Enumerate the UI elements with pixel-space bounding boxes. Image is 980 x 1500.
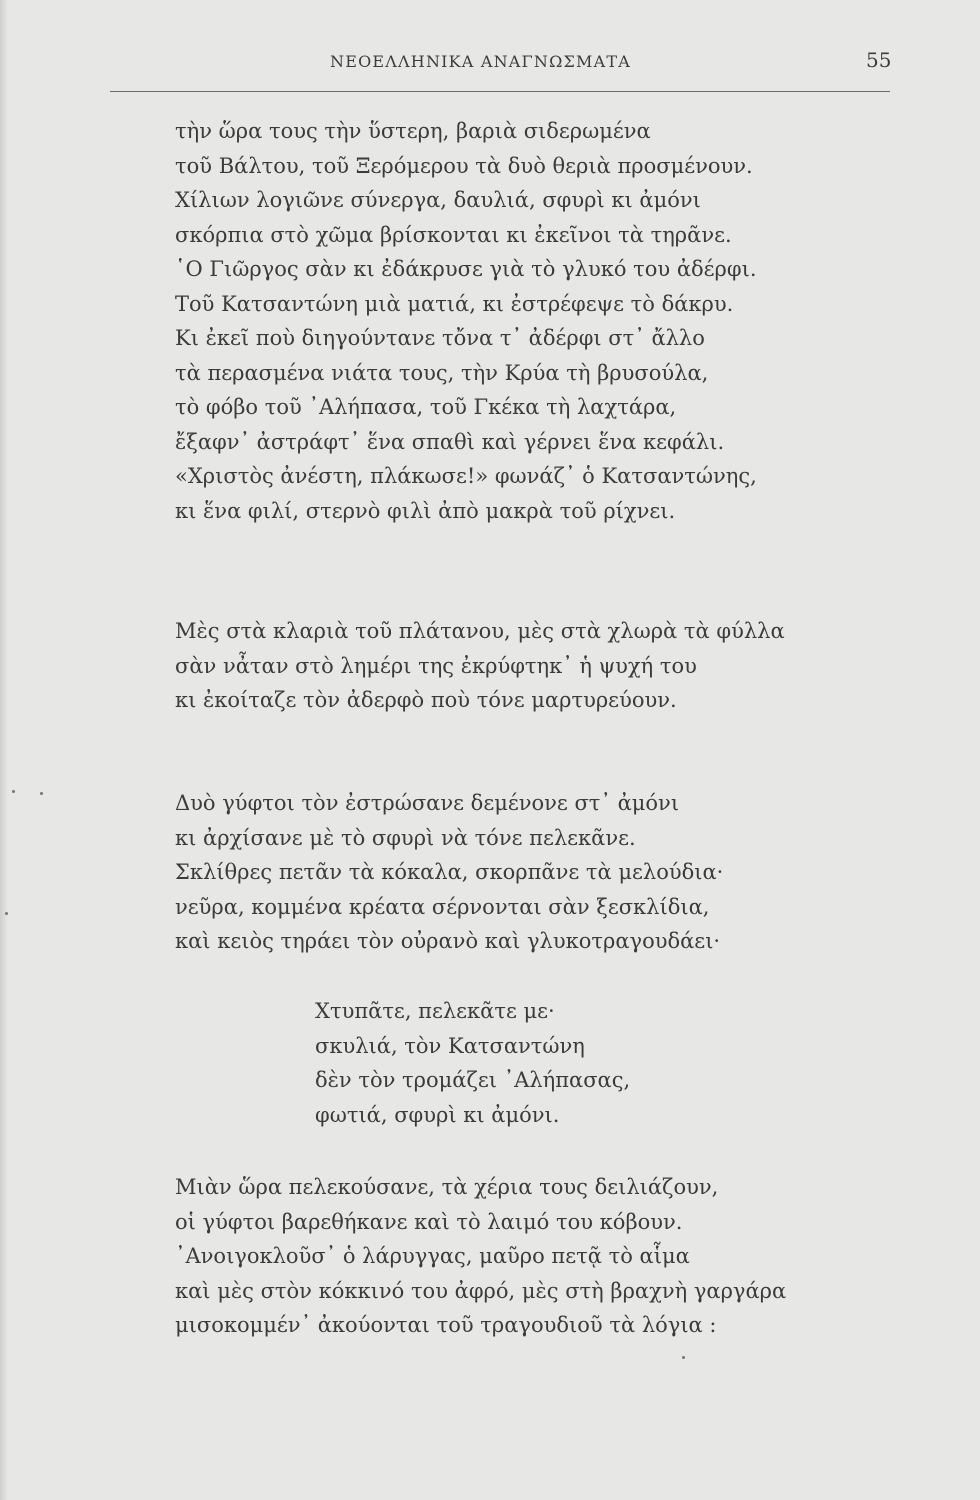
verse-line: κι ἀρχίσανε μὲ τὸ σφυρὶ νὰ τόνε πελεκᾶνε. xyxy=(175,825,636,850)
verse-line: Κι ἐκεῖ ποὺ διηγούντανε τὄνα τ᾽ ἀδέρφι στ᾽ ἄλλο xyxy=(175,326,705,350)
verse-line: καὶ μὲς στὸν κόκκινό του ἀφρό, μὲς στὴ βραχνὴ γαργάρα xyxy=(175,1278,787,1303)
verse-line: οἱ γύφτοι βαρεθήκανε καὶ τὸ λαιμό του κόβουν. xyxy=(175,1209,683,1234)
print-speck xyxy=(682,1356,685,1359)
verse-line: σὰν νἆταν στὸ λημέρι της ἐκρύφτηκ᾽ ἡ ψυχή του xyxy=(175,653,697,678)
verse-line: καὶ κειὸς τηράει τὸν οὐρανὸ καὶ γλυκοτραγουδάει· xyxy=(175,929,721,953)
print-speck xyxy=(5,912,8,915)
verse-line: Χτυπᾶτε, πελεκᾶτε με· xyxy=(315,999,555,1023)
running-title: ΝΕΟΕΛΛΗΝΙΚΑ ΑΝΑΓΝΩΣΜΑΤΑ xyxy=(330,52,632,71)
verse-line: Σκλίθρες πετᾶν τὰ κόκαλα, σκορπᾶνε τὰ μελούδια· xyxy=(175,860,724,884)
verse-line: δὲν τὸν τρομάζει ᾽Αλήπασας, xyxy=(315,1068,631,1092)
verse-line: Μὲς στὰ κλαριὰ τοῦ πλάτανου, μὲς στὰ χλωρὰ τὰ φύλλα xyxy=(175,619,785,643)
verse-line: νεῦρα, κομμένα κρέατα σέρνονται σὰν ξεσκλίδια, xyxy=(175,894,710,919)
print-speck xyxy=(12,790,15,793)
verse-line: Τοῦ Κατσαντώνη μιὰ ματιά, κι ἐστρέφεψε τὸ δάκρυ. xyxy=(175,291,734,316)
verse-line: ᾽Ανοιγοκλοῦσ᾽ ὁ λάρυγγας, μαῦρο πετᾷ τὸ αἷμα xyxy=(175,1244,690,1268)
header-rule xyxy=(110,91,890,92)
verse-line: τοῦ Βάλτου, τοῦ Ξερόμερου τὰ δυὸ θεριὰ προσμένουν. xyxy=(175,153,753,178)
verse-line: τὸ φόβο τοῦ ᾽Αλήπασα, τοῦ Γκέκα τὴ λαχτάρα, xyxy=(175,395,677,419)
stanza-2 xyxy=(175,614,785,718)
verse-line: Δυὸ γύφτοι τὸν ἐστρώσανε δεμένονε στ᾽ ἀμόνι xyxy=(175,791,680,815)
verse-line: σκόρπια στὸ χῶμα βρίσκονται κι ἐκεῖνοι τὰ τηρᾶνε. xyxy=(175,222,732,247)
verse-line: «Χριστὸς ἀνέστη, πλάκωσε!» φωνάζ᾽ ὁ Κατσαντώνης, xyxy=(175,464,757,488)
verse-line: τὰ περασμένα νιάτα τους, τὴν Κρύα τὴ βρυσούλα, xyxy=(175,360,709,385)
verse-line: ἔξαφν᾽ ἀστράφτ᾽ ἕνα σπαθὶ καὶ γέρνει ἕνα κεφάλι. xyxy=(175,429,725,454)
page-header xyxy=(0,48,980,82)
verse-line: Μιὰν ὥρα πελεκούσανε, τὰ χέρια τους δειλιάζουν, xyxy=(175,1175,719,1199)
page-edge-shadow xyxy=(0,0,8,1500)
verse-line: Χίλιων λογιῶνε σύνεργα, δαυλιά, σφυρὶ κι ἀμόνι xyxy=(175,188,701,212)
stanza-5 xyxy=(175,1170,786,1343)
verse-line: μισοκομμέν᾽ ἀκούονται τοῦ τραγουδιοῦ τὰ λόγια : xyxy=(175,1313,717,1337)
verse-line: φωτιά, σφυρὶ κι ἀμόνι. xyxy=(315,1102,560,1127)
stanza-1 xyxy=(175,114,757,528)
print-speck xyxy=(40,792,43,795)
verse-line: ῾Ο Γιῶργος σὰν κι ἐδάκρυσε γιὰ τὸ γλυκό του ἀδέρφι. xyxy=(175,257,757,281)
refrain-stanza xyxy=(315,994,630,1132)
verse-line: κι ἕνα φιλί, στερνὸ φιλὶ ἀπὸ μακρὰ τοῦ ρίχνει. xyxy=(175,498,676,523)
verse-line: σκυλιά, τὸν Κατσαντώνη xyxy=(315,1033,585,1058)
verse-line: τὴν ὥρα τους τὴν ὕστερη, βαριὰ σιδερωμένα xyxy=(175,119,651,143)
page-number: 55 xyxy=(866,48,892,72)
verse-line: κι ἐκοίταζε τὸν ἀδερφὸ ποὺ τόνε μαρτυρεύουν. xyxy=(175,688,677,712)
stanza-3 xyxy=(175,786,723,959)
